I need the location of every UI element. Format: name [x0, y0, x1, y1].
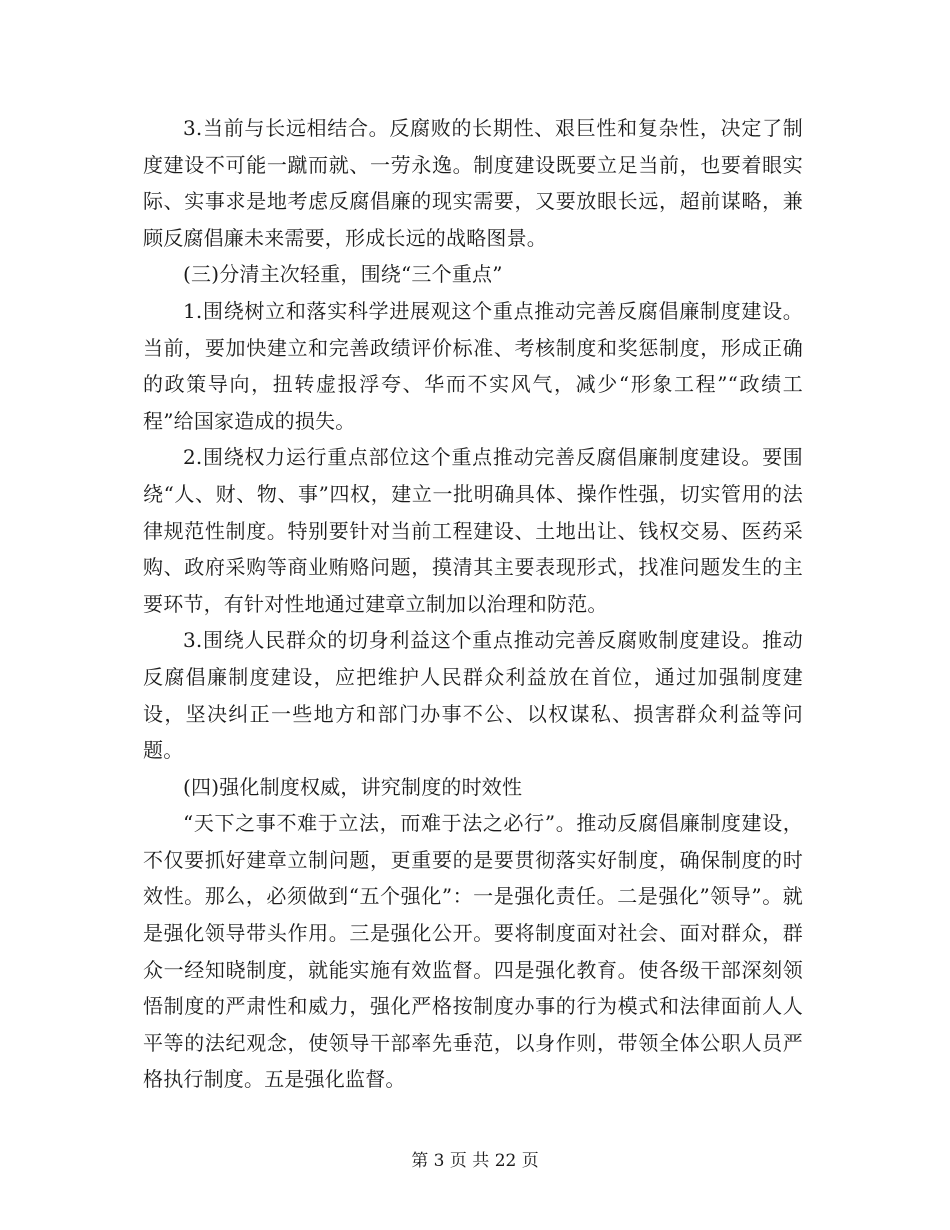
- paragraph-power-operation: 2.围绕权力运行重点部位这个重点推动完善反腐倡廉制度建设。要围绕“人、财、物、事”四权，建立一批明确具体、操作性强，切实管用的法律规范性制度。特别要针对当前工程建设、土地出让、钱权交易、医药采购、政府采购等商业贿赂问题，摸清其主要表现形式，找准问题发生的主要环节，有针对性地通过建章立制加以治理和防范。: [143, 445, 803, 616]
- page-footer: [0, 1150, 950, 1172]
- total-pages-number: 22: [494, 1151, 517, 1171]
- document-body: [143, 110, 803, 1098]
- page-label-suffix: 页: [521, 1151, 539, 1171]
- paragraph-current-and-long-term: 3.当前与长远相结合。反腐败的长期性、艰巨性和复杂性，决定了制度建设不可能一蹴而就、一劳永逸。制度建设既要立足当前，也要着眼实际、实事求是地考虑反腐倡廉的现实需要，又要放眼长远，超前谋略，兼顾反腐倡廉未来需要，形成长远的战略图景。: [143, 116, 803, 250]
- current-page-number: 3: [433, 1151, 445, 1171]
- paragraph-people-interests: 3.围绕人民群众的切身利益这个重点推动完善反腐败制度建设。推动反腐倡廉制度建设，应把维护人民群众利益放在首位，通过加强制度建设，坚决纠正一些地方和部门办事不公、以权谋私、损害群众利益等问题。: [143, 628, 803, 763]
- section-heading-system-authority: (四)强化制度权威，讲究制度的时效性: [183, 774, 523, 799]
- page-label-prefix: 第: [411, 1151, 429, 1171]
- paragraph-scientific-development: 1.围绕树立和落实科学进展观这个重点推动完善反腐倡廉制度建设。当前，要加快建立和完善政绩评价标准、考核制度和奖惩制度，形成正确的政策导向，扭转虚报浮夸、华而不实风气，减少“形象工程”“政绩工程”给国家造成的损失。: [143, 298, 803, 433]
- section-heading-three-priorities: (三)分清主次轻重，围绕“三个重点”: [183, 262, 503, 287]
- page-label-mid: 页 共: [449, 1151, 490, 1171]
- paragraph-five-strengthenings: “天下之事不难于立法，而难于法之必行”。推动反腐倡廉制度建设，不仅要抓好建章立制问题，更重要的是要贯彻落实好制度，确保制度的时效性。那么，必须做到“五个强化”：一是强化责任。二是强化”领导”。就是强化领导带头作用。三是强化公开。要将制度面对社会、面对群众，群众一经知晓制度，就能实施有效监督。四是强化教育。使各级干部深刻领悟制度的严肃性和威力，强化严格按制度办事的行为模式和法律面前人人平等的法纪观念，使领导干部率先垂范，以身作则，带领全体公职人员严格执行制度。五是强化监督。: [143, 811, 803, 1092]
